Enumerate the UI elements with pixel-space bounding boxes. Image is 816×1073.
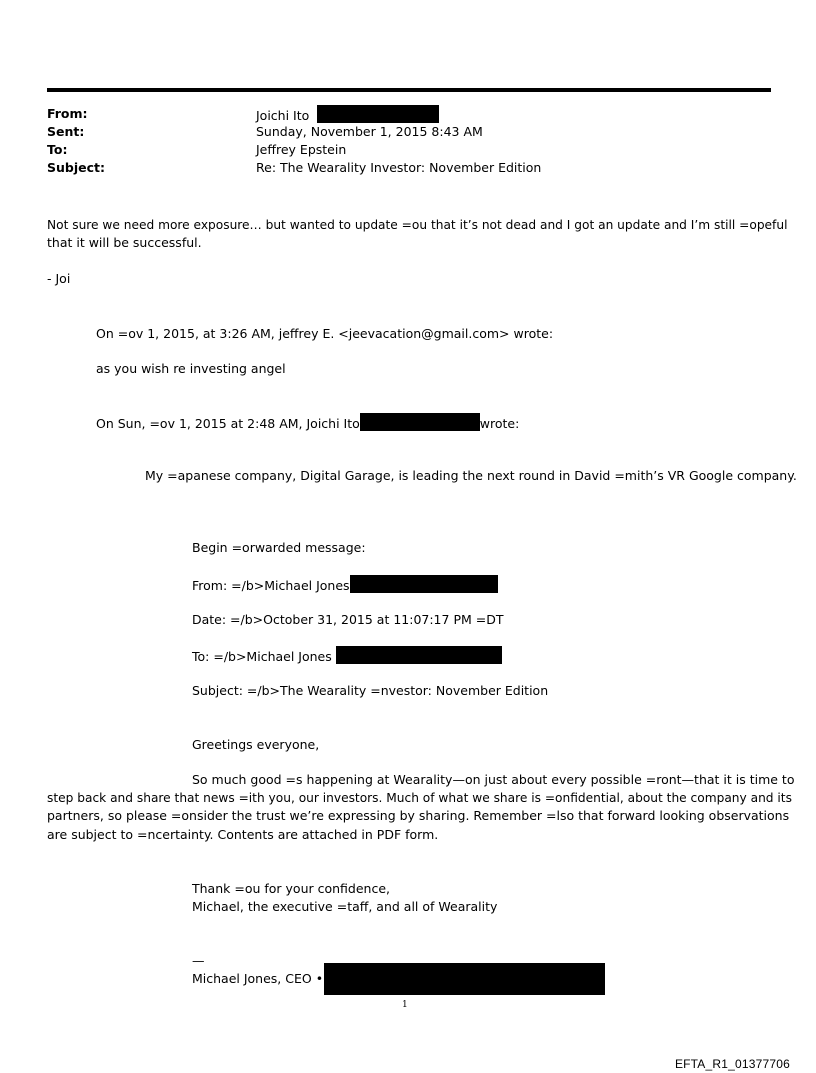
ceo-line: Michael Jones, CEO • xyxy=(192,971,324,986)
from-value xyxy=(256,105,439,125)
quote2-header xyxy=(96,413,519,433)
subject-label: Subject: xyxy=(47,160,105,175)
signature-dash: — xyxy=(192,953,205,968)
sent-label: Sent: xyxy=(47,124,85,139)
to-row xyxy=(47,141,747,159)
main-line-3: partners, so please =onsider the trust we’re expressing by sharing. Remember =lso that forward looking observations xyxy=(47,808,790,823)
subject-row xyxy=(47,159,747,177)
to-value: Jeffrey Epstein xyxy=(256,142,347,157)
thanks-line-1: Thank =ou for your confidence, xyxy=(192,881,391,896)
main-line-4: are subject to =ncertainty. Contents are attached in PDF form. xyxy=(47,827,439,842)
redaction-box xyxy=(317,105,439,123)
header-rule xyxy=(47,88,771,92)
to-label: To: xyxy=(47,142,68,157)
reply-signature: - Joi xyxy=(47,271,71,286)
sent-row xyxy=(47,123,747,141)
quote2-header-a: On Sun, =ov 1, 2015 at 2:48 AM, Joichi Ito xyxy=(96,416,360,431)
subject-value: Re: The Wearality Investor: November Edition xyxy=(256,160,542,175)
sent-value: Sunday, November 1, 2015 8:43 AM xyxy=(256,124,483,139)
fwd-from xyxy=(192,575,498,595)
fwd-to xyxy=(192,646,502,666)
from-label: From: xyxy=(47,106,88,121)
redaction-box xyxy=(324,963,605,995)
quote2-text: My =apanese company, Digital Garage, is leading the next round in David =mith’s VR Google company. xyxy=(145,468,797,483)
page-number: 1 xyxy=(402,1000,408,1010)
fwd-to-text: To: =/b>Michael Jones xyxy=(192,649,332,664)
email-header xyxy=(47,105,747,177)
from-name: Joichi Ito xyxy=(256,108,310,123)
redaction-box xyxy=(336,646,502,664)
fwd-begin: Begin =orwarded message: xyxy=(192,540,366,555)
from-row xyxy=(47,105,747,123)
redaction-box xyxy=(360,413,480,431)
document-id: EFTA_R1_01377706 xyxy=(674,1057,790,1071)
quote1-text: as you wish re investing angel xyxy=(96,361,286,376)
fwd-from-text: From: =/b>Michael Jones xyxy=(192,578,350,593)
thanks-line-2: Michael, the executive =taff, and all of Wearality xyxy=(192,899,498,914)
fwd-subject: Subject: =/b>The Wearality =nvestor: November Edition xyxy=(192,683,549,698)
main-line-2: step back and share that news =ith you, our investors. Much of what we share is =onfidential, about the company and its xyxy=(47,791,792,805)
quote1-header: On =ov 1, 2015, at 3:26 AM, jeffrey E. <jeevacation@gmail.com> wrote: xyxy=(96,326,554,341)
quote2-header-b: wrote: xyxy=(479,416,520,431)
reply-line-2: that it will be successful. xyxy=(47,235,202,250)
fwd-date: Date: =/b>October 31, 2015 at 11:07:17 PM =DT xyxy=(192,612,504,627)
reply-line-1: Not sure we need more exposure… but wanted to update =ou that it’s not dead and I got an update and I’m still =opeful xyxy=(47,218,788,232)
greeting: Greetings everyone, xyxy=(192,737,320,752)
main-line-1: So much good =s happening at Wearality—on just about every possible =ront—that it is time to xyxy=(192,772,795,787)
redaction-box xyxy=(350,575,498,593)
